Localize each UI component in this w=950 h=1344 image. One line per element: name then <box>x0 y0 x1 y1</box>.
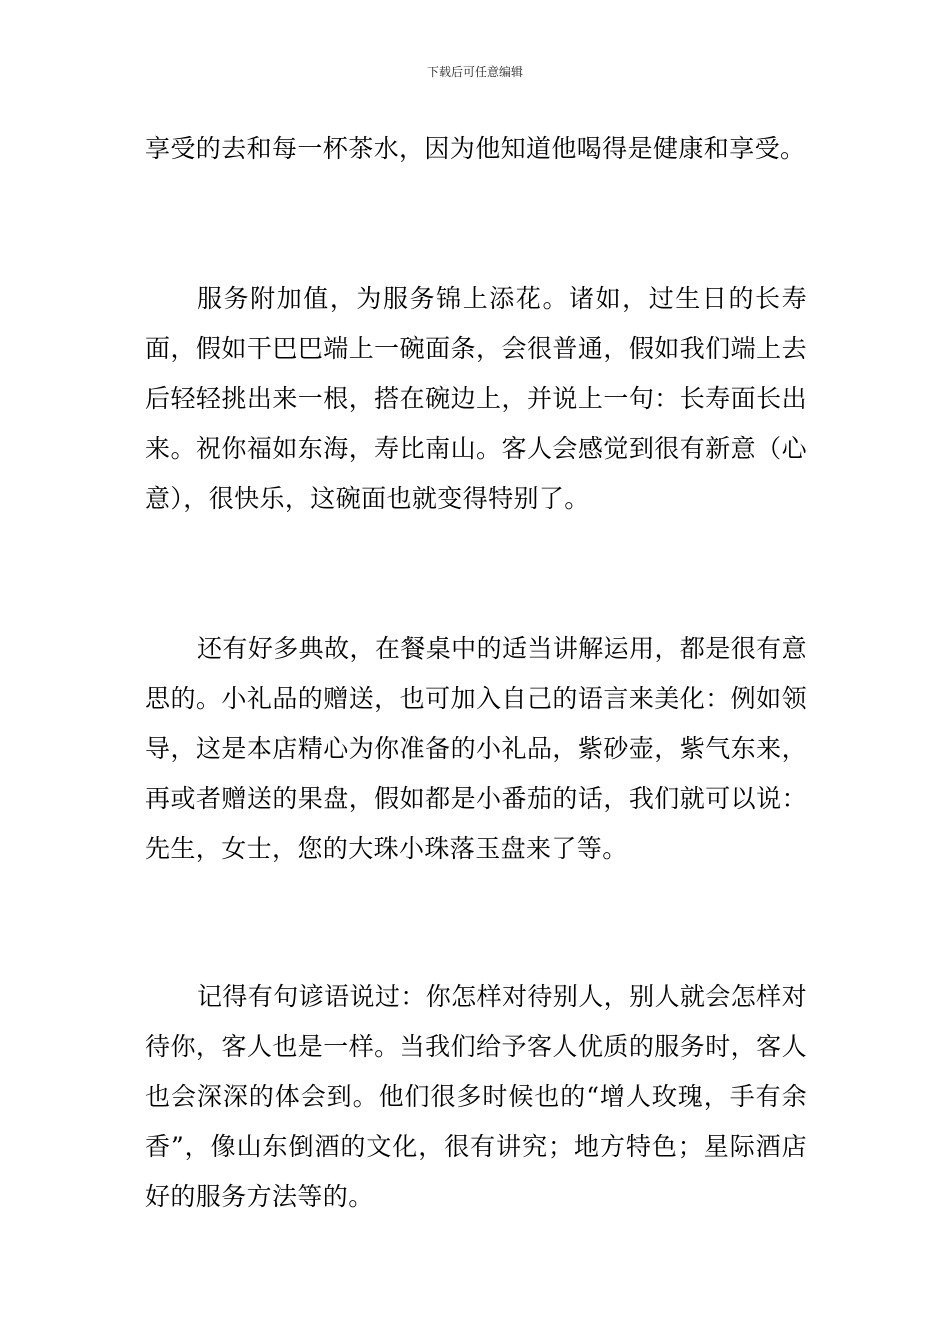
page-header: 下载后可任意编辑 <box>426 65 523 79</box>
paragraph-proverb: 记得有句谚语说过：你怎样对待别人，别人就会怎样对待你，客人也是一样。当我们给予客人优质的服务时，客人也会深深的体会到。他们很多时候也的“增人玫瑰，手有余香”，像山东倒酒的文化，很有讲究；地方特色；星际酒店好的服务方法等的。 <box>145 982 807 1211</box>
paragraph-allusions-and-gifts: 还有好多典故，在餐桌中的适当讲解运用，都是很有意思的。小礼品的赠送，也可加入自己的语言来美化：例如领导，这是本店精心为你准备的小礼品，紫砂壶，紫气东来，再或者赠送的果盘，假如都是小番茄的话，我们就可以说：先生，女士，您的大珠小珠落玉盘来了等。 <box>145 634 807 863</box>
paragraph-service-added-value: 服务附加值，为服务锦上添花。诸如，过生日的长寿面，假如干巴巴端上一碗面条，会很普通，假如我们端上去后轻轻挑出来一根，搭在碗边上，并说上一句：长寿面长出来。祝你福如东海，寿比南山。客人会感觉到很有新意（心意），很快乐，这碗面也就变得特别了。 <box>145 284 807 513</box>
paragraph-continuation: 享受的去和每一杯茶水，因为他知道他喝得是健康和享受。 <box>145 134 806 163</box>
